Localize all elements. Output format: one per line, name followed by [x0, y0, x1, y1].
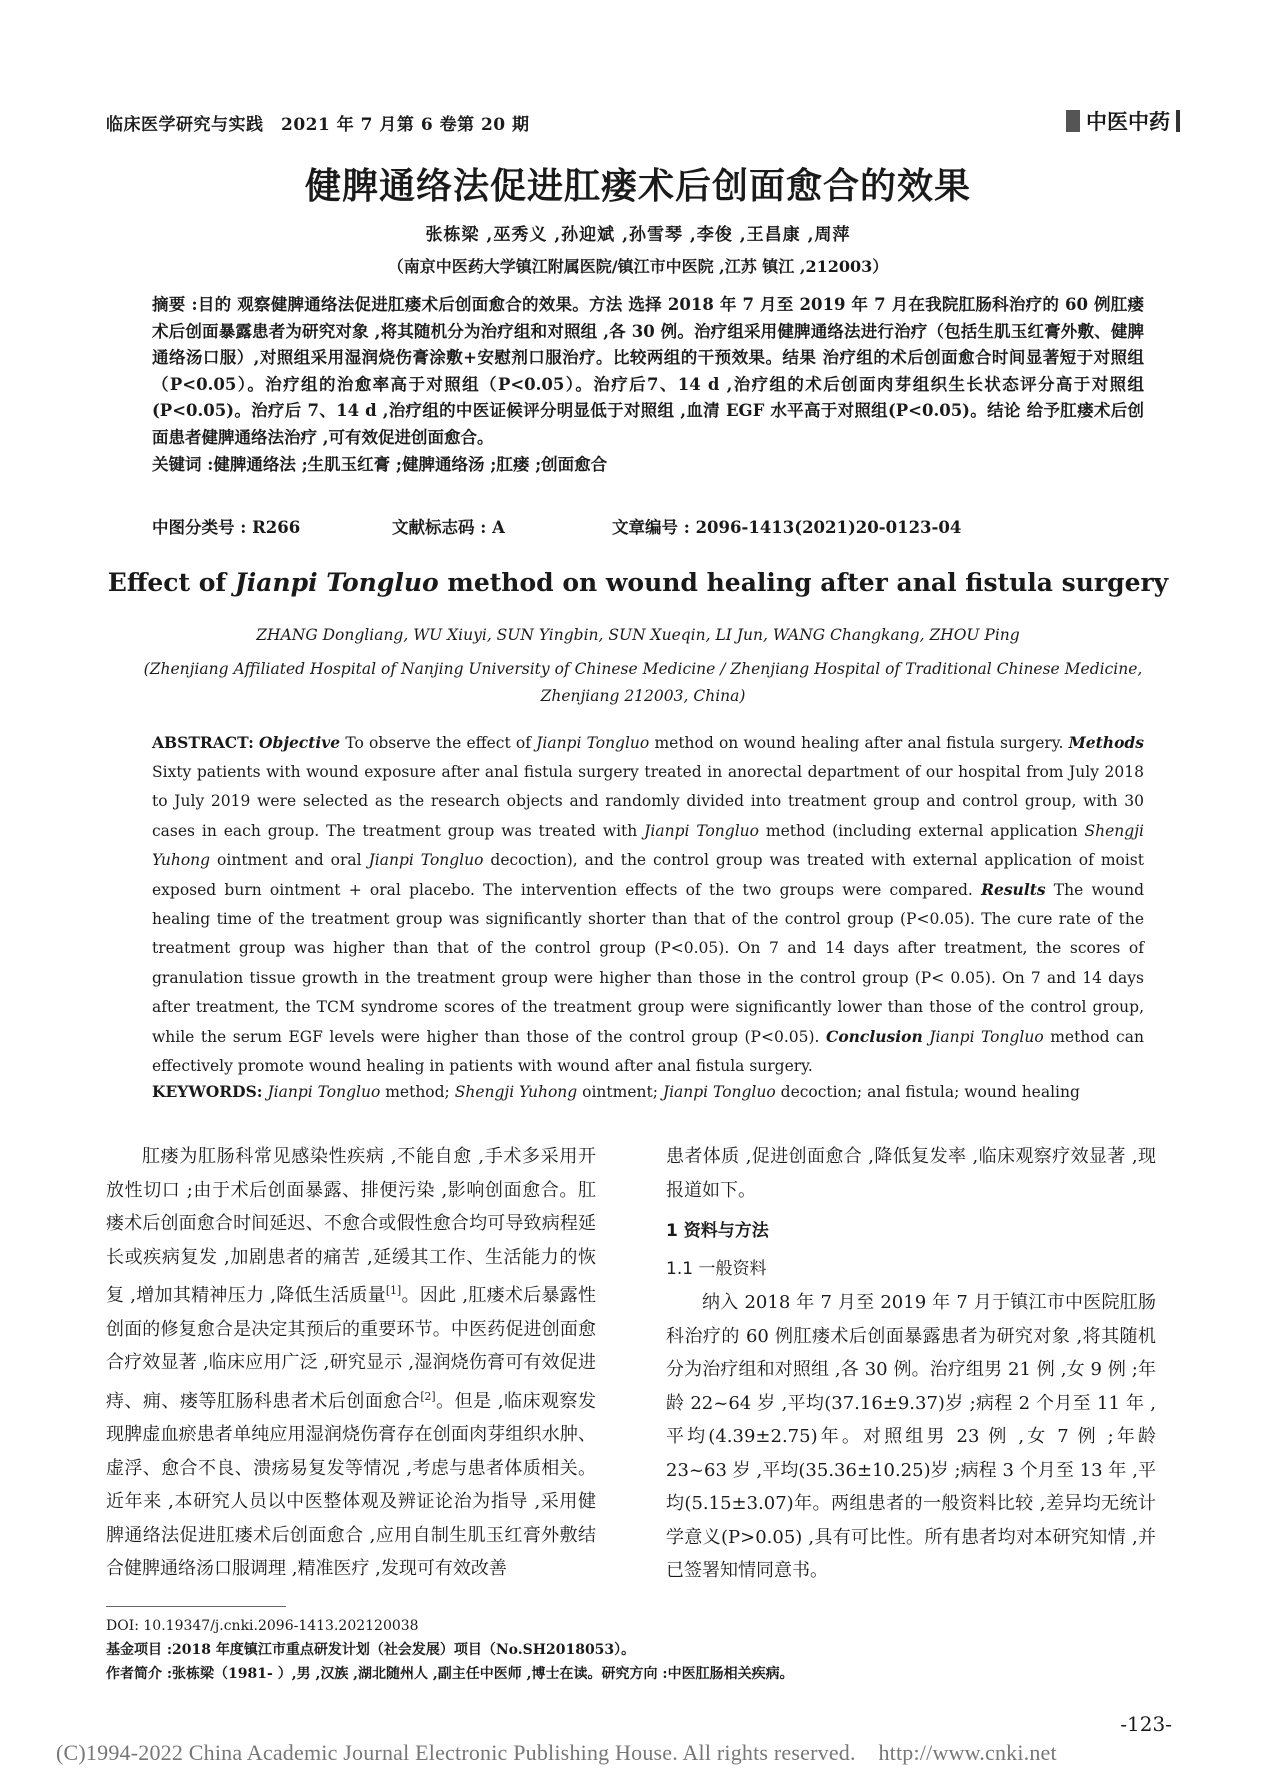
paragraph-general-info: 纳入 2018 年 7 月至 2019 年 7 月于镇江市中医院肛肠科治疗的 60 例肛瘘术后创面暴露患者为研究对象 ,将其随机分为治疗组和对照组 ,各 30 例。治疗组男 21 例 ,女 9 例 ;年龄 22~64 岁 ,平均(37.16±9.37)岁 ;病程 2 个月至 11 年 ,平均(4.39±2.75)年。对照组男 23 例 ,女 7 例 ;年龄 23~63 岁 ,平均(35.36±10.25)岁 ;病程 3 个月至 13 年 ,平均(5.15±3.07)年。两组患者的一般资料比较 ,差异均无统计学意义(P>0.05) ,具有可比性。所有患者均对本研究知情 ,并已签署知情同意书。 [666, 1292, 1156, 1581]
title-english: Effect of Jianpi Tongluo method on wound healing after anal fistula surgery [107, 568, 1169, 597]
document-code: 文献标志码 : A [392, 518, 505, 537]
classification-row [152, 514, 1144, 538]
abstract-english: ABSTRACT: Objective To observe the effect of Jianpi Tongluo method on wound healing after anal fistula surgery. Methods Sixty patients with wound exposure after anal fistula surgery treated in anorectal department of our hospital from July 2018 to July 2019 were selected as the research objects and randomly divided into treatment group and control group, with 30 cases in each group. The treatment group was treated with Jianpi Tongluo method (including external application Shengji Yuhong ointment and oral Jianpi Tongluo decoction), and the control group was treated with external application of moist exposed burn ointment + oral placebo. The intervention effects of the two groups were compared. Results The wound healing time of the treatment group was significantly shorter than that of the control group (P<0.05). The cure rate of the treatment group was higher than that of the control group (P<0.05). On 7 and 14 days after treatment, the scores of granulation tissue growth in the treatment group were higher than those in the control group (P< 0.05). On 7 and 14 days after treatment, the TCM syndrome scores of the treatment group were significantly lower than those of the control group, while the serum EGF levels were higher than those of the control group (P<0.05). Conclusion Jianpi Tongluo method can effectively promote wound healing in patients with wound after anal fistula surgery. [152, 733, 1144, 1076]
paragraph-intro-cont: 患者体质 ,促进创面愈合 ,降低复发率 ,临床观察疗效显著 ,现报道如下。 [666, 1146, 1156, 1201]
abstract-chinese [152, 292, 1144, 478]
section-heading-methods: 1 资料与方法 [666, 1221, 769, 1241]
section-marker-icon [1066, 110, 1080, 132]
abstract-cn-text: 目的 观察健脾通络法促进肛瘘术后创面愈合的效果。方法 选择 2018 年 7 月至 2019 年 7 月在我院肛肠科治疗的 60 例肛瘘术后创面暴露患者为研究对象 ,将其随机分为治疗组和对照组 ,各 30 例。治疗组采用健脾通络法进行治疗（包括生肌玉红膏外敷、健脾通络汤口服）,对照组采用湿润烧伤膏涂敷+安慰剂口服治疗。比较两组的干预效果。结果 治疗组的术后创面愈合时间显著短于对照组（P<0.05）。治疗组的治愈率高于对照组（P<0.05）。治疗后7、14 d ,治疗组的术后创面肉芽组织生长状态评分高于对照组(P<0.05)。治疗后 7、14 d ,治疗组的中医证候评分明显低于对照组 ,血清 EGF 水平高于对照组(P<0.05)。结论 给予肛瘘术后创面患者健脾通络法治疗 ,可有效促进创面愈合。 [152, 295, 1144, 447]
clc-number: 中图分类号 : R266 [152, 518, 301, 537]
citation-1: [1] [385, 1284, 402, 1297]
body-column-left [106, 1140, 596, 1586]
section-name: 中医中药 [1086, 109, 1170, 134]
body-column-right [666, 1140, 1156, 1588]
citation-2: [2] [420, 1389, 436, 1403]
authors-english: ZHANG Dongliang, WU Xiuyi, SUN Yingbin, SUN Xueqin, LI Jun, WANG Changkang, ZHOU Ping [256, 626, 1020, 644]
affiliation-chinese: （南京中医药大学镇江附属医院/镇江市中医院 ,江苏 镇江 ,212003） [387, 257, 889, 276]
journal-header: 临床医学研究与实践 2021 年 7 月第 6 卷第 20 期 [106, 115, 530, 135]
page-number: -123- [1120, 1712, 1172, 1736]
keywords-chinese: 关键词 :健脾通络法 ;生肌玉红膏 ;健脾通络汤 ;肛瘘 ;创面愈合 [152, 454, 608, 474]
doi: DOI: 10.19347/j.cnki.2096-1413.202120038 [106, 1618, 419, 1634]
subsection-heading-general: 1.1 一般资料 [666, 1258, 767, 1279]
abstract-cn-label: 摘要 : [152, 295, 198, 314]
affiliation-english: (Zhenjiang Affiliated Hospital of Nanjing University of Chinese Medicine / Zhenjiang Hospital of Traditional Chinese Medicine, Zhenjiang 212003, China) [143, 660, 1143, 705]
section-bar-icon [1176, 110, 1180, 132]
article-number: 文章编号 : 2096-1413(2021)20-0123-04 [612, 518, 962, 537]
authors-chinese: 张栋梁 ,巫秀义 ,孙迎斌 ,孙雪琴 ,李俊 ,王昌康 ,周萍 [425, 225, 851, 245]
footnotes [106, 1614, 794, 1686]
title-chinese: 健脾通络法促进肛瘘术后创面愈合的效果 [304, 165, 971, 207]
copyright-watermark: (C)1994-2022 China Academic Journal Electronic Publishing House. All rights reserved. http://www.cnki.net [56, 1740, 1057, 1765]
author-bio: 作者简介 :张栋梁（1981- ）,男 ,汉族 ,湖北随州人 ,副主任中医师 ,博士在读。研究方向 :中医肛肠相关疾病。 [106, 1666, 794, 1682]
section-label [1066, 106, 1180, 136]
funding-note: 基金项目 :2018 年度镇江市重点研发计划（社会发展）项目（No.SH2018053）。 [106, 1642, 636, 1658]
footnote-divider [106, 1606, 286, 1607]
paragraph-intro: 肛瘘为肛肠科常见感染性疾病 ,不能自愈 ,手术多采用开放性切口 ;由于术后创面暴露、排便污染 ,影响创面愈合。肛瘘术后创面愈合时间延迟、不愈合或假性愈合均可导致病程延长或疾病复发 ,加剧患者的痛苦 ,延缓其工作、生活能力的恢复 ,增加其精神压力 ,降低生活质量[1]。因此 ,肛瘘术后暴露性创面的修复愈合是决定其预后的重要环节。中医药促进创面愈合疗效显著 ,临床应用广泛 ,研究显示 ,湿润烧伤膏可有效促进痔、痈、瘘等肛肠科患者术后创面愈合[2]。但是 ,临床观察发现脾虚血瘀患者单纯应用湿润烧伤膏存在创面肉芽组织水肿、虚浮、愈合不良、溃疡易复发等情况 ,考虑与患者体质相关。近年来 ,本研究人员以中医整体观及辨证论治为指导 ,采用健脾通络法促进肛瘘术后创面愈合 ,应用自制生肌玉红膏外敷结合健脾通络汤口服调理 ,精准医疗 ,发现可有效改善 [106, 1146, 596, 1579]
keywords-english: KEYWORDS: Jianpi Tongluo method; Shengji Yuhong ointment; Jianpi Tongluo decoction; anal fistula; wound healing [152, 1082, 1080, 1101]
